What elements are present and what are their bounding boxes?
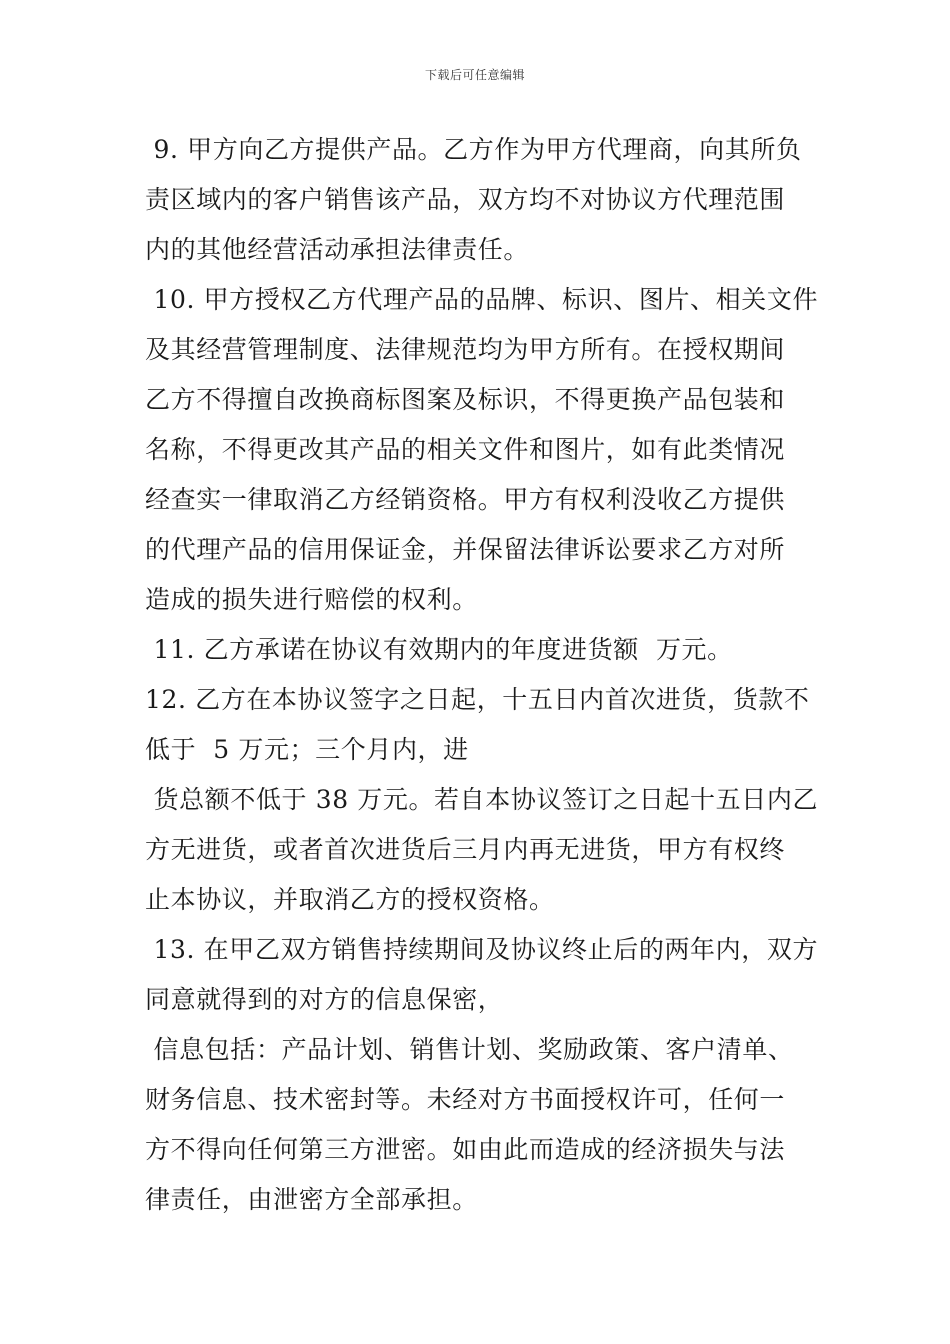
text-line: 11. 乙方承诺在协议有效期内的年度进货额 万元。 xyxy=(145,635,733,664)
text-line: 造成的损失进行赔偿的权利。 xyxy=(145,585,478,614)
text-line: 信息包括：产品计划、销售计划、奖励政策、客户清单、 xyxy=(145,1035,794,1064)
text-line: 9. 甲方向乙方提供产品。乙方作为甲方代理商，向其所负 xyxy=(145,135,802,164)
text-line: 货总额不低于 38 万元。若自本协议签订之日起十五日内乙 xyxy=(145,785,819,814)
header-note: 下载后可任意编辑 xyxy=(424,68,525,82)
text-line: 内的其他经营活动承担法律责任。 xyxy=(145,235,530,264)
text-line: 同意就得到的对方的信息保密， xyxy=(145,985,504,1014)
text-line: 名称，不得更改其产品的相关文件和图片，如有此类情况 xyxy=(145,435,786,464)
text-line: 律责任，由泄密方全部承担。 xyxy=(145,1185,478,1214)
text-line: 止本协议，并取消乙方的授权资格。 xyxy=(145,885,555,914)
text-line: 低于 5 万元；三个月内，进 xyxy=(145,735,469,764)
document-body xyxy=(145,125,819,1225)
text-line: 财务信息、技术密封等。未经对方书面授权许可，任何一 xyxy=(145,1085,786,1114)
text-line: 责区域内的客户销售该产品，双方均不对协议方代理范围 xyxy=(145,185,786,214)
text-line: 乙方不得擅自改换商标图案及标识，不得更换产品包装和 xyxy=(145,385,786,414)
text-line: 10. 甲方授权乙方代理产品的品牌、标识、图片、相关文件 xyxy=(145,285,819,314)
text-line: 经查实一律取消乙方经销资格。甲方有权利没收乙方提供 xyxy=(145,485,786,514)
text-line: 12. 乙方在本协议签字之日起，十五日内首次进货，货款不 xyxy=(145,685,810,714)
text-line: 的代理产品的信用保证金，并保留法律诉讼要求乙方对所 xyxy=(145,535,786,564)
text-line: 及其经营管理制度、法律规范均为甲方所有。在授权期间 xyxy=(145,335,786,364)
text-line: 方不得向任何第三方泄密。如由此而造成的经济损失与法 xyxy=(145,1135,786,1164)
text-line: 13. 在甲乙双方销售持续期间及协议终止后的两年内，双方 xyxy=(145,935,819,964)
text-line: 方无进货，或者首次进货后三月内再无进货，甲方有权终 xyxy=(145,835,786,864)
